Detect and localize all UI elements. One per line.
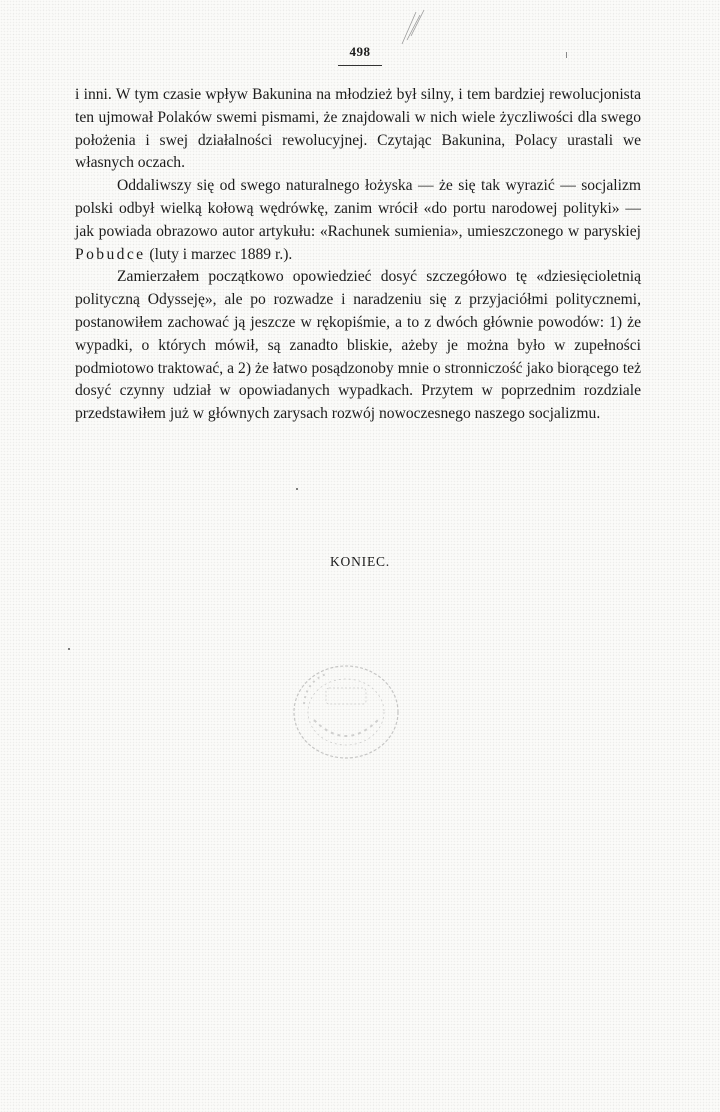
stamp-center-box <box>326 688 366 704</box>
paragraph <box>75 175 641 266</box>
library-stamp <box>286 660 406 765</box>
paragraph-text: Zamierzałem początkowo opowiedzieć dosyć szczegółowo tę «dziesięcioletnią polityczną Odysseję», ale po rozwadze i naradzeniu się z przyjaciółmi politycznemi, postanowiłem zachować ją jeszcze w rękopiśmie, a to z dwóch głównie powodów: 1) że wypadki, o których mówił, są zanadto bliskie, ażeby je można było w zupełności podmiotowo traktować, a 2) że łatwo posądzonoby mnie o stronniczość jako biorącego też dosyć czynny udział w opowiadanych wypadkach. Przytem w poprzednim rozdziale przedstawiłem już w głównych zarysach rozwój nowoczesnego naszego socjalizmu. <box>75 268 641 423</box>
paragraph-text: i inni. W tym czasie wpływ Bakunina na młodzież był silny, i tem bardziej rewolucjonista ten ujmował Polaków swemi pismami, że znajdowali w nich wiele życzliwości dla swego położenia i swej działalności rewolucyjnej. Czytając Bakunina, Polacy urastali we własnych oczach. <box>75 86 641 172</box>
ink-speck <box>566 52 567 58</box>
pen-mark <box>398 6 428 46</box>
paragraph <box>75 84 641 175</box>
body-text <box>75 84 641 426</box>
stamp-outer-ring <box>294 666 398 758</box>
paragraph-text: Oddaliwszy się od swego naturalnego łożyska — że się tak wyrazić — socjalizm polski odbył wielką kołową wędrówkę, zanim wrócił «do portu narodowej polityki» — jak powiada obrazowo autor artykułu: «Rachunek sumienia», umieszczonego w paryskiej <box>75 177 641 240</box>
ink-speck <box>68 648 70 650</box>
page-number-rule <box>338 65 382 66</box>
spaced-title-text: Pobudce <box>75 245 146 263</box>
paragraph <box>75 266 641 426</box>
paragraph-text: (luty i marzec 1889 r.). <box>145 245 293 263</box>
end-marker: KONIEC. <box>330 554 390 569</box>
ink-speck <box>296 488 298 490</box>
page-number: 498 <box>349 44 371 59</box>
